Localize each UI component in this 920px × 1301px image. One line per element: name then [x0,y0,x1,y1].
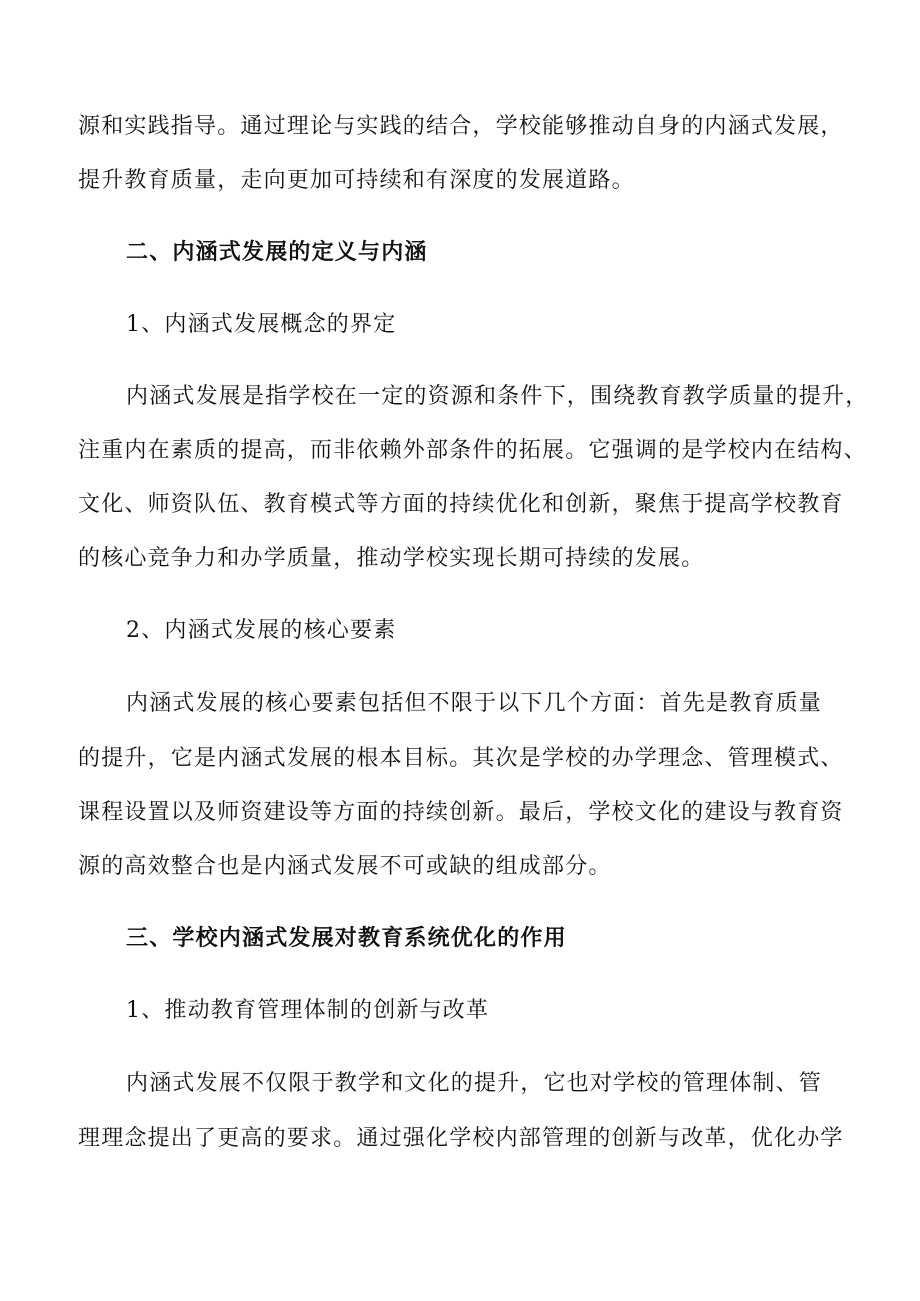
subsection-heading: 1、内涵式发展概念的界定 [126,312,397,337]
paragraph-line: 文化、师资队伍、教育模式等方面的持续优化和创新，聚焦于提高学校教育 [78,492,844,517]
section-heading: 三、学校内涵式发展对教育系统优化的作用 [126,926,567,951]
paragraph-line: 提升教育质量，走向更加可持续和有深度的发展道路。 [78,168,635,193]
subsection-heading: 2、内涵式发展的核心要素 [126,618,397,643]
paragraph-line: 内涵式发展是指学校在一定的资源和条件下，围绕教育教学质量的提升， [126,384,869,409]
paragraph-line: 内涵式发展不仅限于教学和文化的提升，它也对学校的管理体制、管 [126,1071,823,1096]
paragraph-line: 的核心竞争力和办学质量，推动学校实现长期可持续的发展。 [78,546,705,571]
paragraph-line: 理理念提出了更高的要求。通过强化学校内部管理的创新与改革，优化办学 [78,1126,844,1151]
paragraph-line: 注重内在素质的提高，而非依赖外部条件的拓展。它强调的是学校内在结构、 [78,438,867,463]
subsection-heading: 1、推动教育管理体制的创新与改革 [126,998,490,1023]
paragraph-line: 源和实践指导。通过理论与实践的结合，学校能够推动自身的内涵式发展， [78,114,844,139]
paragraph-line: 课程设置以及师资建设等方面的持续创新。最后，学校文化的建设与教育资 [78,800,844,825]
paragraph-line: 源的高效整合也是内涵式发展不可或缺的组成部分。 [78,854,612,879]
paragraph-line: 内涵式发展的核心要素包括但不限于以下几个方面：首先是教育质量 [126,691,823,716]
section-heading: 二、内涵式发展的定义与内涵 [126,240,428,265]
paragraph-line: 的提升，它是内涵式发展的根本目标。其次是学校的办学理念、管理模式、 [78,746,844,771]
